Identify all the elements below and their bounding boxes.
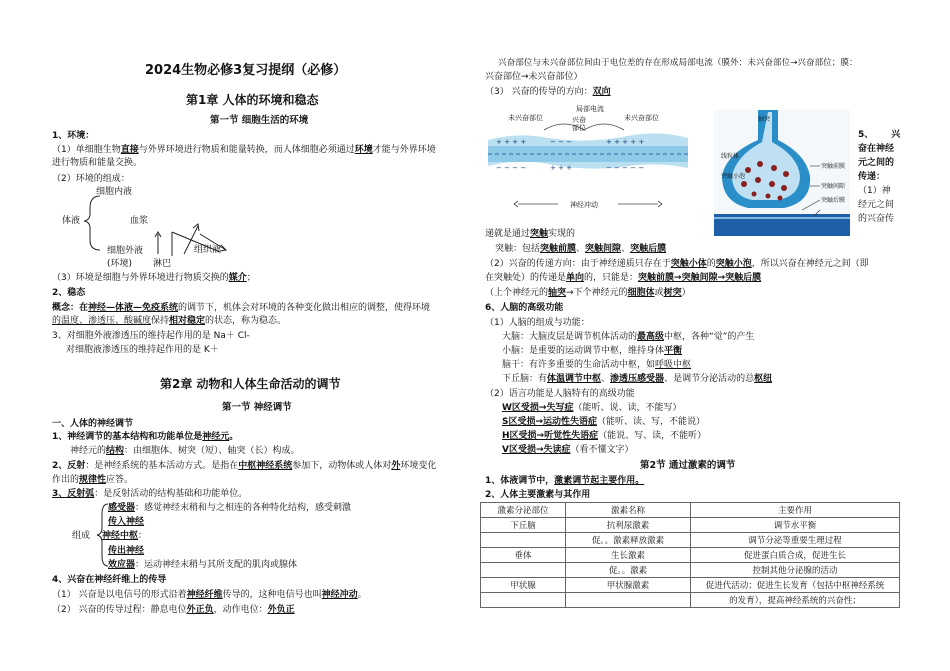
keyword: 3、反射弧 (52, 489, 95, 499)
text: 传导的，这种电信号也叫 (222, 590, 322, 600)
table-row (481, 548, 900, 563)
nerve-center-line (102, 530, 147, 542)
text: 下丘脑：有 (502, 374, 548, 384)
keyword: 外正负 (186, 605, 214, 615)
text: 、 (576, 244, 586, 254)
s5-line7: 的兴奋传 (858, 214, 895, 224)
label-composition: 组成 (72, 531, 91, 541)
text: （2）兴奋的传递方向：由于神经递质只存在于 (485, 259, 671, 269)
text: （能听、读、写，不能说） (597, 417, 706, 427)
reflex-line1 (52, 460, 436, 472)
text: （1） 兴奋是以电信号的形式沿着 (52, 590, 187, 600)
fig1-excited: 兴奋 (572, 116, 586, 124)
keyword: 平衡 (664, 346, 683, 356)
efferent-nerve: 传出神经 (108, 546, 145, 556)
text: 中枢，各种“觉”的产生 (664, 332, 755, 342)
text: 兴 (891, 130, 901, 140)
heading-homeostasis: 2、稳态 (52, 288, 86, 298)
v-area-line (502, 444, 634, 456)
body-fluid-diagram (80, 190, 230, 270)
chapter1-section1-title: 第一节 细胞生活的环境 (210, 115, 309, 126)
text: （能说、写、读，不能听） (598, 431, 707, 441)
keyword: 突触小泡 (715, 259, 752, 269)
text: 的，只能是： (584, 273, 639, 283)
text: 1、体液调节中， (485, 476, 555, 486)
keyword: 结构 (106, 446, 125, 456)
hypothalamus-line (502, 373, 772, 385)
label-extracellular-fluid: 细胞外液 (107, 246, 144, 256)
text: （1）单细胞生物 (52, 145, 121, 155)
language-function: （2）语言功能是人脑特有的高级功能 (485, 389, 635, 399)
keyword: 神经纤维 (186, 590, 223, 600)
label-internal-environment: (环境) (107, 259, 133, 269)
table-cell: 抗利尿激素 (566, 518, 691, 533)
neuron-structure-line (70, 445, 300, 457)
fig2-postsynaptic-membrane: 突触后膜 (821, 197, 846, 204)
transmission-direction-line1 (485, 258, 869, 270)
conduction-line1 (52, 589, 367, 601)
table-row (481, 533, 900, 548)
text: ） (681, 288, 691, 298)
header-cell: 激素名称 (566, 503, 691, 518)
fig2-axon: 轴突 (758, 116, 771, 123)
text: ：运动神经末稍与其所支配的肌肉或腺体 (135, 560, 298, 570)
keyword: 神经元 (202, 432, 230, 442)
table-row (481, 563, 900, 578)
table-row (481, 578, 900, 593)
s5-line2: 奋在神经 (858, 144, 895, 154)
cerebrum-line (502, 331, 754, 343)
transmission-direction-line2 (485, 272, 761, 284)
text: 小脑：是重要的运动调节中枢，维持身体 (502, 346, 665, 356)
keyword: 环境 (354, 145, 373, 155)
homeostasis-line2 (52, 315, 286, 327)
hormone-table (480, 502, 900, 608)
text: 或 (654, 288, 664, 298)
keyword: 突触后膜 (630, 244, 667, 254)
keyword: 规律性 (79, 475, 107, 485)
keyword: 外负正 (267, 605, 295, 615)
table-cell: 垂体 (481, 548, 566, 563)
text: 概念：在 (52, 303, 89, 313)
reflex-arc-line (52, 488, 247, 500)
keyword: 树突 (663, 288, 682, 298)
h-area-line (502, 430, 706, 442)
keyword: 媒介 (228, 273, 247, 283)
fig2-synaptic-cleft: 突触间隙 (821, 183, 846, 190)
local-current-line1: 兴奋部位与未兴奋部位间由于电位差的存在形成局部电流（膜外：未兴奋部位→兴奋部位；膜： (498, 58, 858, 68)
keyword: 单向 (566, 273, 585, 283)
table-header-row (481, 503, 900, 518)
table-cell (481, 533, 566, 548)
svg-text:− − −: − − − (550, 138, 573, 146)
svg-text:− − − − −: − − − − − (606, 164, 645, 172)
text: 的 (706, 259, 716, 269)
label-tissue-fluid: 组织液 (194, 245, 222, 255)
label-intracellular-fluid: 细胞内液 (96, 187, 133, 197)
text: ，动作电位： (213, 605, 268, 615)
fig1-nerve-impulse: 神经冲动 (570, 201, 598, 209)
label-lymph: 淋巴 (153, 259, 172, 269)
synapse-parts-line (495, 243, 666, 255)
table-cell: 调节分泌等重要生理过程 (691, 533, 900, 548)
text: 才能与外界环境 (372, 145, 436, 155)
arrow-tissue-plasma (184, 226, 198, 254)
keyword: H区受损→听觉性失语症 (502, 431, 599, 441)
keyword: 神经中枢 (102, 531, 139, 541)
heading-environment: 1、环境： (52, 131, 95, 141)
text: 。 (357, 590, 367, 600)
text: 的状态，称为稳态。 (205, 316, 287, 326)
text: 5、 (858, 130, 874, 140)
keyword: 中枢神经系统 (238, 461, 293, 471)
keyword: 最高级 (637, 332, 665, 342)
s-area-line (502, 416, 705, 428)
text: 与外界环境进行物质和能量转换，而人体细胞必须通过 (138, 145, 355, 155)
keyword: 突触 (530, 229, 549, 239)
text: 环境变化 (400, 461, 437, 471)
text: 的调节下，机体会对环境的各种变化做出相应的调整，使得环境 (178, 303, 431, 313)
fig1-local-current: 局部电流 (576, 105, 604, 113)
text: 、 (621, 244, 631, 254)
keyword: 神经冲动 (321, 590, 358, 600)
text: ，所以兴奋在神经元之间（即 (751, 259, 869, 269)
text: ：感觉神经末稍和与之相连的各种特化结构，感受刺激 (135, 503, 352, 513)
chapter2-section1-title: 第一节 神经调节 (222, 402, 292, 413)
heading-neural-regulation: 一、人体的神经调节 (52, 419, 134, 429)
keyword: 效应器 (108, 560, 136, 570)
keyword: 感受器 (108, 503, 136, 513)
keyword: 呼吸中枢 (655, 360, 692, 370)
document-title: 2024生物必修3复习提纲（必修） (145, 63, 347, 78)
text: （2） 兴奋的传导过程：静息电位 (52, 605, 187, 615)
text: ：是神经系统的基本活动方式。是指在 (85, 461, 239, 471)
table-cell: 甲状腺 (481, 578, 566, 593)
chapter2-title: 第2章 动物和人体生命活动的调节 (160, 377, 341, 391)
text: 递就是通过 (485, 229, 531, 239)
table-cell (481, 563, 566, 578)
fig1-unexcited-left: 未兴奋部位 (508, 114, 543, 122)
env-line2: （2）环境的组成： (52, 174, 130, 184)
text: （能听、说、读，不能写） (573, 403, 682, 413)
s5-line4 (858, 171, 885, 183)
env-line1 (52, 144, 436, 156)
effector-line (108, 559, 297, 571)
s5-line3: 元之间的 (858, 158, 895, 168)
heading-conduction: 4、兴奋在神经纤维上的传导 (52, 575, 167, 585)
local-current-line2: 兴奋部位→未兴奋部位） (485, 72, 583, 82)
keyword: V区受损→失读症 (502, 445, 571, 455)
text: 。 (229, 432, 239, 442)
svg-text:− − − −: − − − − (496, 164, 527, 172)
keyword: 激素调节起主要作用。 (554, 476, 645, 486)
chapter1-title: 第1章 人体的环境和稳态 (186, 93, 319, 107)
env-line1-cont: 进行物质和能量交换。 (52, 158, 143, 168)
text: →下个神经元的 (566, 288, 628, 298)
text: 传递 (858, 172, 877, 182)
text: ：由细胞体、树突（短）、轴突（长）构成。 (124, 446, 300, 456)
table-cell (481, 593, 566, 608)
header-cell: 激素分泌部位 (481, 503, 566, 518)
neuron-line (52, 431, 238, 443)
s5-line1 (858, 129, 900, 141)
w-area-line (502, 402, 681, 414)
keyword: 轴突 (548, 288, 567, 298)
afferent-nerve: 传入神经 (108, 517, 145, 527)
label-plasma: 血浆 (130, 216, 149, 226)
keyword: S区受损→运动性失语症 (502, 417, 598, 427)
text: 保持 (151, 316, 170, 326)
table-cell: 促。。激素 (566, 563, 691, 578)
osmotic-line2: 对细胞液渗透压的维持起作用的是 K＋ (66, 345, 219, 355)
text: 大脑：大脑皮层是调节机体活动的 (502, 332, 638, 342)
text: 、 (601, 374, 611, 384)
keyword: W区受损→失写症 (502, 403, 574, 413)
text: （看不懂文字） (570, 445, 634, 455)
section2-title: 第2节 通过激素的调节 (640, 460, 736, 471)
keyword: 突触前膜 (540, 244, 577, 254)
fig2-synaptic-vesicle: 突触小泡 (721, 173, 746, 180)
keyword: 外 (391, 461, 401, 471)
text: ： (876, 172, 886, 182)
keyword: 细胞体 (627, 288, 655, 298)
text: ； (246, 273, 256, 283)
keyword: 神经—体液—免疫系统 (88, 303, 179, 313)
keyword: 体温调节中枢 (547, 374, 602, 384)
osmotic-line1: 3、对细胞外液渗透压的维持起作用的是 Na＋ Cl- (52, 331, 250, 341)
text: 在突触处）的传递是 (485, 273, 567, 283)
keyword: 突触小体 (670, 259, 707, 269)
hormone-table-heading: 2、人体主要激素与其作用 (485, 490, 591, 500)
keyword: 直接 (120, 145, 139, 155)
synapse-transmission-line (485, 228, 575, 240)
text: （上个神经元的 (485, 288, 549, 298)
text: 突触：包括 (495, 244, 541, 254)
keyword: 的温度、渗透压、酸碱度 (52, 316, 152, 326)
humoral-line (485, 475, 644, 487)
arrow-tissue-line (200, 234, 226, 250)
svg-text:+ + +: + + + (550, 164, 573, 172)
text: （3） 兴奋的传导的方向： (485, 87, 593, 97)
table-cell: 的发育），提高神经系统的兴奋性； (691, 593, 900, 608)
table-cell: 促。。激素释放激素 (566, 533, 691, 548)
fig2-mitochondria: 线粒体 (721, 153, 740, 160)
keyword: 双向 (592, 87, 611, 97)
table-row (481, 518, 900, 533)
text: 神经元的 (70, 446, 107, 456)
conduction-line2 (52, 604, 295, 616)
text: ：是反射活动的结构基础和功能单位。 (94, 489, 248, 499)
brace-body-fluid (84, 196, 100, 250)
keyword: 渗透压感受器 (610, 374, 665, 384)
text: 作出的 (52, 475, 80, 485)
brainstem-line (502, 359, 691, 371)
reflex-line2 (52, 474, 133, 486)
label-body-fluid: 体液 (62, 216, 81, 226)
brain-composition: （1）人脑的组成与功能： (485, 318, 590, 328)
table-cell: 控制其他分泌腺的活动 (691, 563, 900, 578)
homeostasis-line1 (52, 302, 430, 314)
text: 1、神经调节的基本结构和功能单位是 (52, 432, 203, 442)
keyword: 枢纽 (754, 374, 773, 384)
s5-line5: （1）神 (858, 186, 891, 196)
fig1-site: 部位 (572, 124, 586, 132)
table-cell (566, 593, 691, 608)
table-row (481, 593, 900, 608)
conduction-direction (485, 86, 611, 98)
keyword: 突触前膜→突触间隙→突触后膜 (638, 273, 762, 283)
text: 2、反射 (52, 461, 86, 471)
table-cell: 甲状腺激素 (566, 578, 691, 593)
text: （3）环境是细胞与外界环境进行物质交换的 (52, 273, 229, 283)
fig1-unexcited-right: 未兴奋部位 (624, 114, 659, 122)
text: 、是调节分泌活动的总 (664, 374, 755, 384)
fig2-presynaptic-membrane: 突触前膜 (821, 163, 846, 170)
header-cell: 主要作用 (691, 503, 900, 518)
keyword: 相对稳定 (169, 316, 206, 326)
env-line3 (52, 272, 256, 284)
table-cell: 下丘脑 (481, 518, 566, 533)
receptor-line (108, 502, 351, 514)
transmission-direction-line3 (485, 287, 691, 299)
text: ： (138, 531, 148, 541)
table-cell: 促进代活动；促进生长发育（包括中枢神经系统 (691, 578, 900, 593)
text: 参加下，动物体或人体对 (292, 461, 392, 471)
table-cell: 调节水平衡 (691, 518, 900, 533)
cerebellum-line (502, 345, 682, 357)
heading-brain-functions: 6、人脑的高级功能 (485, 303, 564, 313)
table-cell: 生长激素 (566, 548, 691, 563)
svg-text:+ + + + +: + + + + + (606, 138, 645, 146)
table-cell: 促进蛋白质合成，促进生长 (691, 548, 900, 563)
svg-text:+ + + +: + + + + (496, 138, 527, 146)
text: 脑干：有许多重要的生命活动中枢，如 (502, 360, 656, 370)
text: 应答。 (106, 475, 134, 485)
text: 实现的 (548, 229, 576, 239)
keyword: 突触间隙 (585, 244, 622, 254)
s5-line6: 经元之间 (858, 200, 895, 210)
